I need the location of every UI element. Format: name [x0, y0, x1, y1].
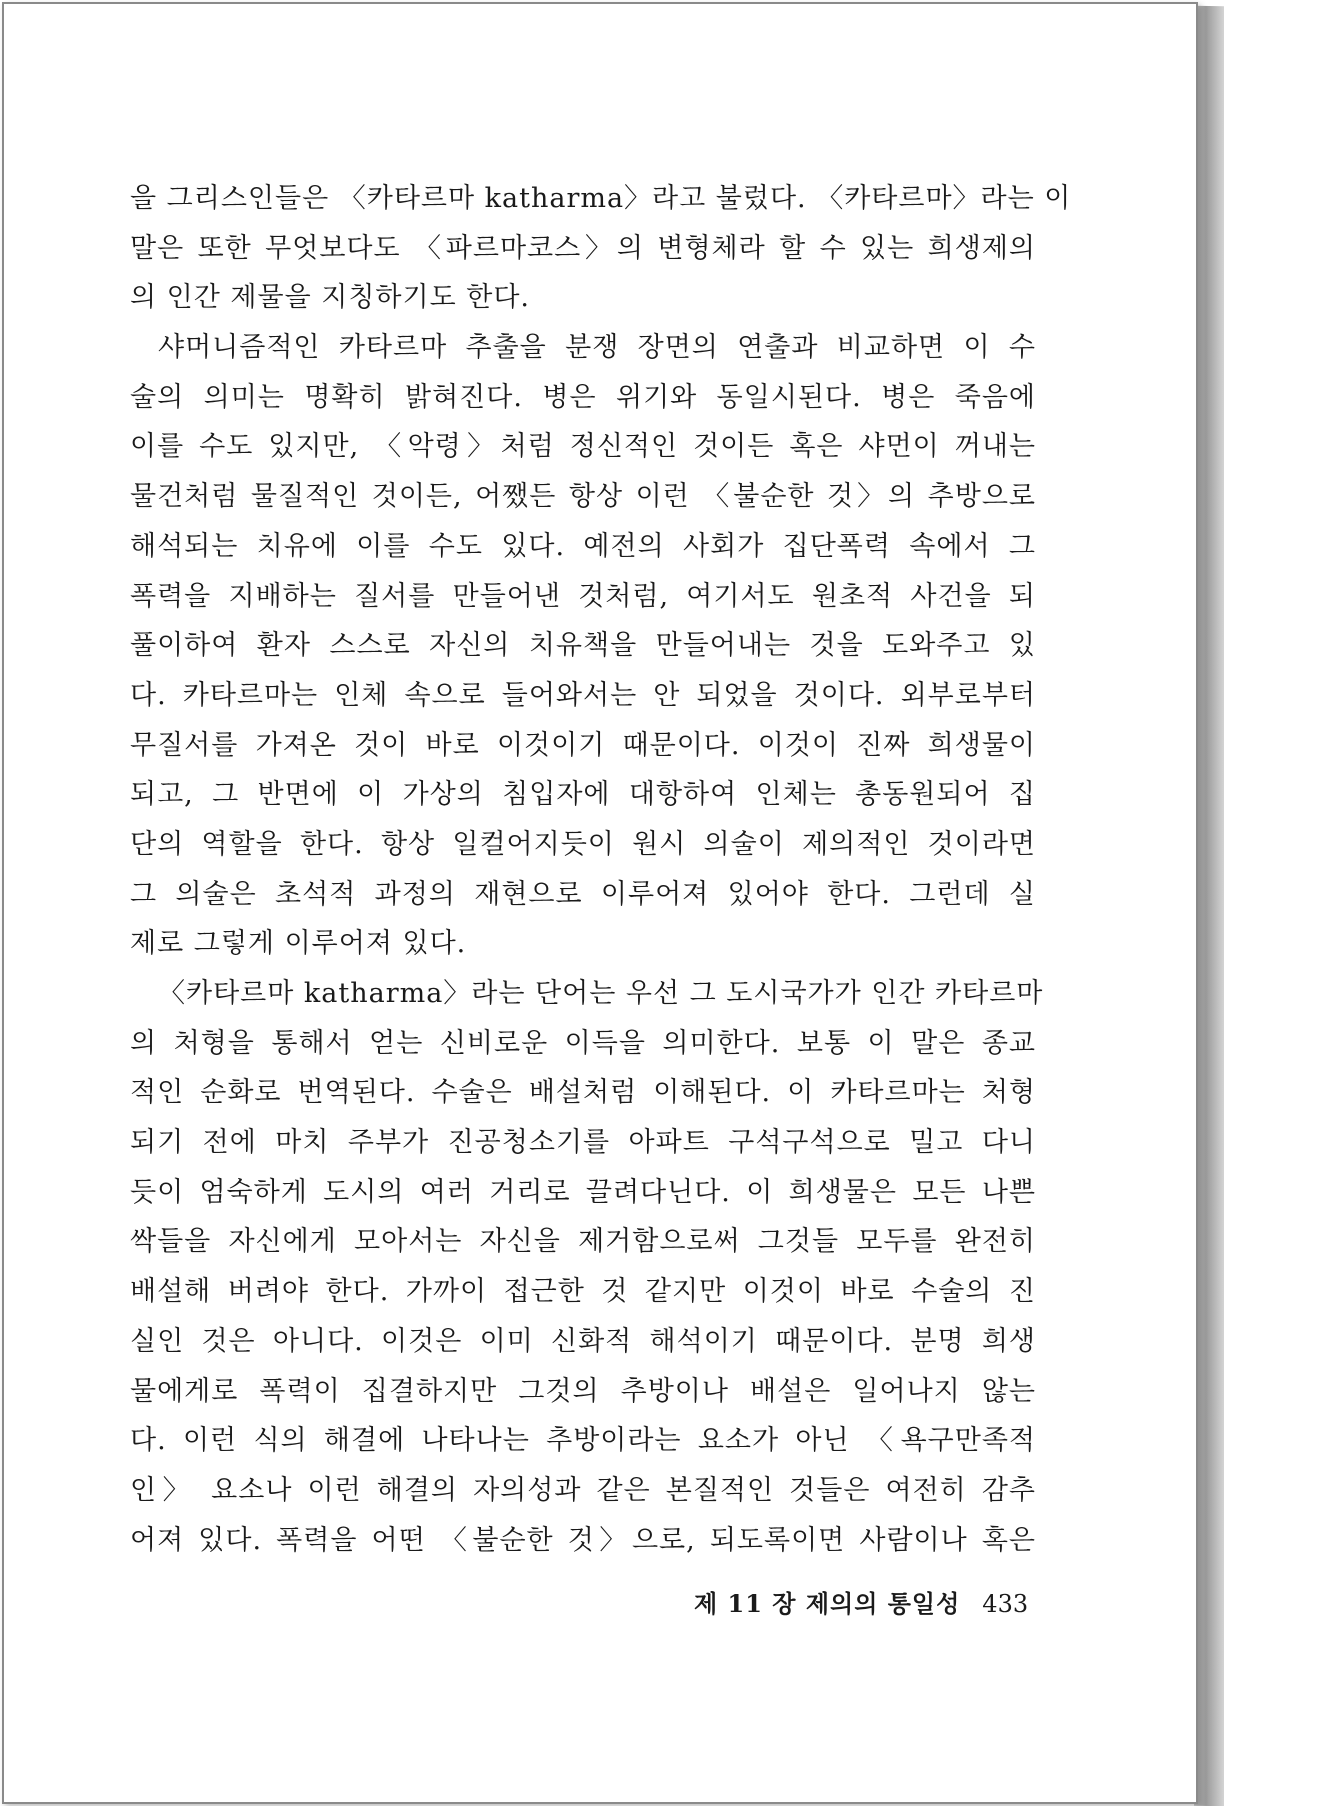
body-text	[130, 174, 1072, 1565]
text-line: 어져 있다. 폭력을 어떤 〈불순한 것〉으로, 되도록이면 사람이나 혹은	[130, 1524, 1036, 1556]
text-line: 싹들을 자신에게 모아서는 자신을 제거함으로써 그것들 모두를 완전히	[130, 1226, 1036, 1258]
text-line: 의 처형을 통해서 얻는 신비로운 이득을 의미한다. 보통 이 말은 종교	[130, 1027, 1036, 1059]
text-line: 듯이 엄숙하게 도시의 여러 거리로 끌려다닌다. 이 희생물은 모든 나쁜	[130, 1176, 1036, 1208]
text-line: 다. 카타르마는 인체 속으로 들어와서는 안 되었을 것이다. 외부로부터	[130, 679, 1036, 711]
text-line: 제로 그렇게 이루어져 있다.	[130, 928, 467, 960]
text-line: 폭력을 지배하는 질서를 만들어낸 것처럼, 여기서도 원초적 사건을 되	[130, 580, 1036, 612]
text-line: 실인 것은 아니다. 이것은 이미 신화적 해석이기 때문이다. 분명 희생	[130, 1325, 1036, 1357]
text-line: 되기 전에 마치 주부가 진공청소기를 아파트 구석구석으로 밀고 다니	[130, 1127, 1036, 1159]
page-footer	[694, 1584, 1028, 1619]
page-edge-shadow	[1194, 6, 1224, 1806]
page-number: 433	[982, 1590, 1029, 1618]
text-line: 의 인간 제물을 지칭하기도 한다.	[130, 282, 530, 314]
text-line: 물에게로 폭력이 집결하지만 그것의 추방이나 배설은 일어나지 않는	[130, 1375, 1036, 1407]
text-line: 풀이하여 환자 스스로 자신의 치유책을 만들어내는 것을 도와주고 있	[130, 630, 1036, 662]
text-line: 적인 순화로 번역된다. 수술은 배설처럼 이해된다. 이 카타르마는 처형	[130, 1077, 1036, 1109]
text-line: 술의 의미는 명확히 밝혀진다. 병은 위기와 동일시된다. 병은 죽음에	[130, 381, 1036, 413]
text-line: 무질서를 가져온 것이 바로 이것이기 때문이다. 이것이 진짜 희생물이	[130, 729, 1036, 761]
text-line: 인〉 요소나 이런 해결의 자의성과 같은 본질적인 것들은 여전히 감추	[130, 1474, 1036, 1506]
text-line: 물건처럼 물질적인 것이든, 어쨌든 항상 이런 〈불순한 것〉의 추방으로	[130, 481, 1036, 513]
text-line: 배설해 버려야 한다. 가까이 접근한 것 같지만 이것이 바로 수술의 진	[130, 1276, 1036, 1308]
text-line: 말은 또한 무엇보다도 〈파르마코스〉의 변형체라 할 수 있는 희생제의	[130, 232, 1036, 264]
text-line: 다. 이런 식의 해결에 나타나는 추방이라는 요소가 아닌 〈욕구만족적	[130, 1425, 1036, 1457]
text-line: 해석되는 치유에 이를 수도 있다. 예전의 사회가 집단폭력 속에서 그	[130, 530, 1036, 562]
text-line: 샤머니즘적인 카타르마 추출을 분쟁 장면의 연출과 비교하면 이 수	[158, 332, 1036, 364]
text-line: 〈카타르마 katharma〉라는 단어는 우선 그 도시국가가 인간 카타르마	[158, 978, 1044, 1009]
text-line: 단의 역할을 한다. 항상 일컬어지듯이 원시 의술이 제의적인 것이라면	[130, 828, 1036, 860]
text-line: 되고, 그 반면에 이 가상의 침입자에 대항하여 인체는 총동원되어 집	[130, 779, 1036, 811]
running-footer-chapter: 제 11 장 제의의 통일성	[694, 1589, 961, 1618]
text-line: 이를 수도 있지만, 〈악령〉처럼 정신적인 것이든 혹은 샤먼이 꺼내는	[130, 431, 1036, 463]
book-page	[2, 2, 1198, 1804]
text-line: 을 그리스인들은 〈카타르마 katharma〉라고 불렀다. 〈카타르마〉라는 이	[130, 183, 1072, 214]
text-line: 그 의술은 초석적 과정의 재현으로 이루어져 있어야 한다. 그런데 실	[130, 878, 1036, 910]
